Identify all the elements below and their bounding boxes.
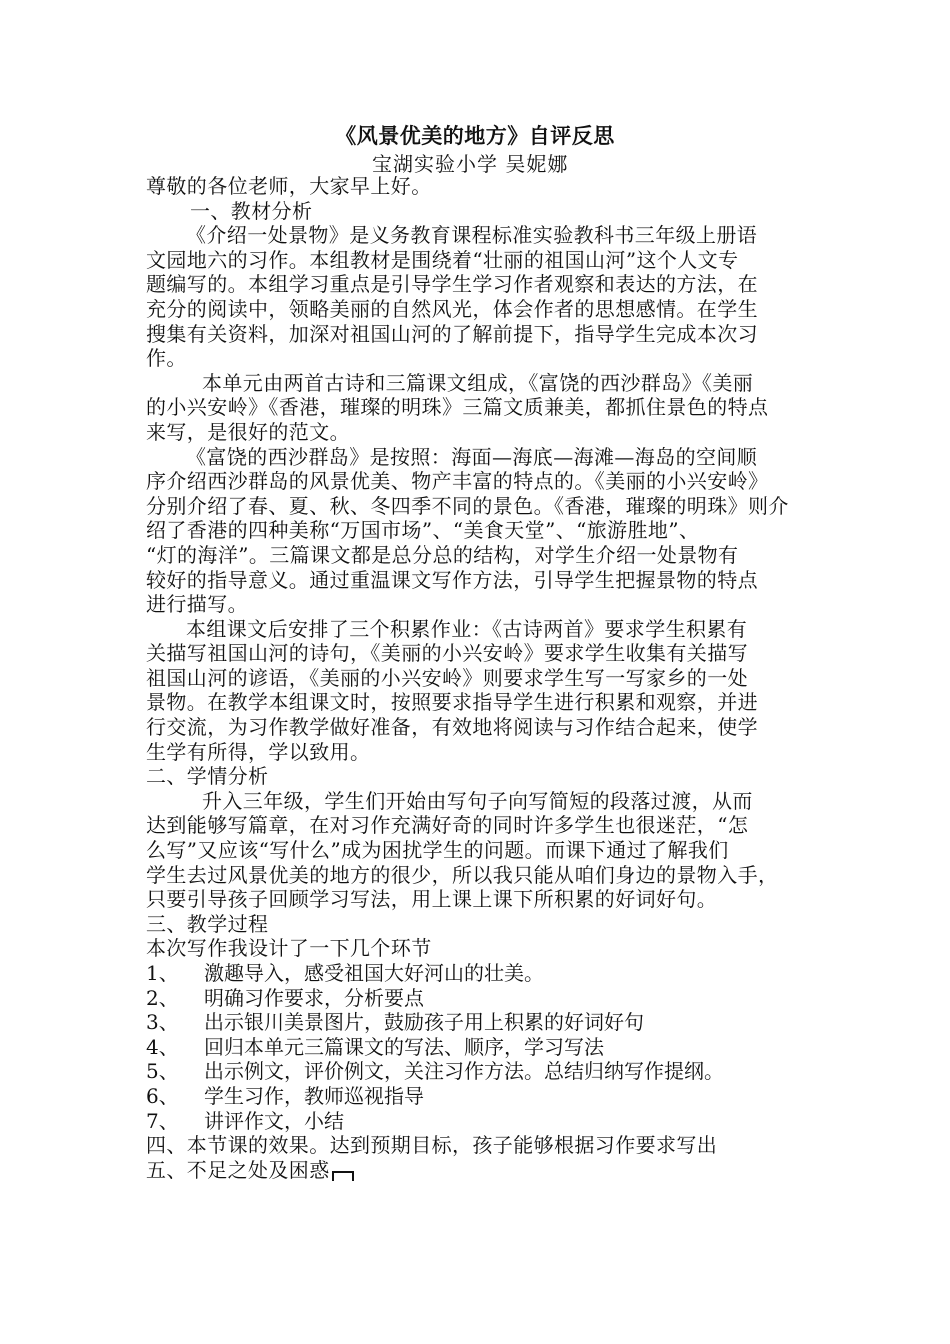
paragraph-line: 进行描写。 [146, 592, 248, 617]
paragraph-unit-composition [146, 371, 812, 445]
section-heading-shortcomings-text: 五、不足之处及困惑 [146, 1157, 330, 1182]
paragraph-line: 行交流，为习作教学做好准备，有效地将阅读与习作结合起来，使学 [146, 715, 758, 740]
list-item [146, 1010, 812, 1035]
list-item-text: 出示银川美景图片，鼓励孩子用上积累的好词好句 [204, 1010, 644, 1035]
list-item-text: 激趣导入，感受祖国大好河山的壮美。 [204, 961, 544, 985]
paragraph-line: 作。 [146, 346, 187, 371]
list-item-text: 回归本单元三篇课文的写法、顺序，学习写法 [204, 1034, 604, 1059]
list-item [146, 1109, 812, 1134]
section-heading-process: 三、教学过程 [146, 911, 269, 936]
paragraph-line: 序介绍西沙群岛的风景优美、物产丰富的特点的。《美丽的小兴安岭》 [146, 469, 769, 494]
paragraph-line: 学生去过风景优美的地方的很少，所以我只能从咱们身边的景物入手， [146, 862, 779, 887]
paragraph-line: 关描写祖国山河的诗句，《美丽的小兴安岭》要求学生收集有关描写 [146, 641, 748, 666]
list-item-text: 学生习作，教师巡视指导 [204, 1083, 424, 1108]
list-item-text: 出示例文，评价例文，关注习作方法。总结归纳写作提纲。 [204, 1059, 724, 1084]
list-item-number: 6、 [146, 1083, 179, 1108]
paragraph-line: 充分的阅读中，领略美丽的自然风光，体会作者的思想感情。在学生 [146, 296, 758, 321]
list-item-number: 5、 [146, 1059, 179, 1084]
paragraph-line: 搜集有关资料，加深对祖国山河的了解前提下，指导学生完成本次习 [146, 321, 758, 346]
section-heading-materials: 一、教材分析 [190, 198, 313, 223]
list-item-number: 3、 [146, 1010, 179, 1035]
list-item-text: 明确习作要求，分析要点 [204, 985, 424, 1010]
paragraph-accumulation [146, 617, 812, 765]
paragraph-line: 么写”又应该“写什么”成为困扰学生的问题。而课下通过了解我们 [146, 838, 729, 863]
paragraph-line: 的小兴安岭》《香港，璀璨的明珠》三篇文质兼美，都抓住景色的特点 [146, 395, 769, 420]
paragraph-line: 文园地六的习作。本组教材是围绕着“壮丽的祖国山河”这个人文专 [146, 247, 739, 272]
section-heading-effect: 四、本节课的效果。达到预期目标，孩子能够根据习作要求写出 [146, 1133, 718, 1158]
paragraph-line: 本单元由两首古诗和三篇课文组成，《富饶的西沙群岛》《美丽 [202, 370, 754, 395]
document-author: 宝湖实验小学 吴妮娜 [372, 152, 569, 176]
list-item [146, 1035, 812, 1060]
paragraph-line: “灯的海洋”。三篇课文都是总分总的结构，对学生介绍一处景物有 [146, 542, 739, 567]
list-item-text: 讲评作文，小结 [204, 1108, 344, 1133]
document-title: 《风景优美的地方》自评反思 [335, 123, 615, 148]
paragraph-line: 来写，是很好的范文。 [146, 419, 350, 444]
list-item [146, 1084, 812, 1109]
list-item [146, 986, 812, 1011]
list-item [146, 961, 812, 986]
paragraph-student-analysis [146, 789, 812, 912]
paragraph-line: 达到能够写篇章，在对习作充满好奇的同时许多学生也很迷茫，“怎 [146, 813, 749, 838]
text-cursor-mark [332, 1171, 354, 1181]
paragraph-line: 祖国山河的谚语，《美丽的小兴安岭》则要求学生写一写家乡的一处 [146, 665, 748, 690]
paragraph-line: 绍了香港的四种美称“万国市场”、“美食天堂”、“旅游胜地”、 [146, 518, 700, 543]
list-item-number: 7、 [146, 1108, 179, 1133]
paragraph-text-structure [146, 445, 812, 617]
section-heading-shortcomings [146, 1158, 812, 1183]
paragraph-line: 景物。在教学本组课文时，按照要求指导学生进行积累和观察，并进 [146, 690, 758, 715]
process-steps-list [146, 961, 812, 1133]
section-heading-students: 二、学情分析 [146, 764, 269, 789]
paragraph-line: 《介绍一处景物》是义务教育课程标准实验教科书三年级上册语 [186, 223, 758, 248]
paragraph-line: 本组课文后安排了三个积累作业：《古诗两首》要求学生积累有 [186, 616, 748, 641]
list-item-number: 4、 [146, 1034, 179, 1059]
paragraph-materials-intro [146, 223, 812, 371]
paragraph-line: 较好的指导意义。通过重温课文写作方法，引导学生把握景物的特点 [146, 567, 758, 592]
paragraph-line: 只要引导孩子回顾学习写法，用上课上课下所积累的好词好句。 [146, 887, 718, 912]
paragraph-line: 分别介绍了春、夏、秋、冬四季不同的景色。《香港，璀璨的明珠》则介 [146, 493, 789, 518]
document-body [146, 174, 812, 1182]
paragraph-line: 升入三年级，学生们开始由写句子向写简短的段落过渡，从而 [202, 788, 753, 813]
list-item-number: 1、 [146, 961, 179, 985]
greeting: 尊敬的各位老师，大家早上好。 [146, 174, 432, 198]
paragraph-line: 《富饶的西沙群岛》是按照：海面—海底—海滩—海岛的空间顺 [186, 444, 758, 469]
process-intro: 本次写作我设计了一下几个环节 [146, 936, 432, 961]
list-item-number: 2、 [146, 985, 179, 1010]
paragraph-line: 生学有所得，学以致用。 [146, 739, 371, 764]
list-item [146, 1059, 812, 1084]
paragraph-line: 题编写的。本组学习重点是引导学生学习作者观察和表达的方法，在 [146, 272, 758, 297]
